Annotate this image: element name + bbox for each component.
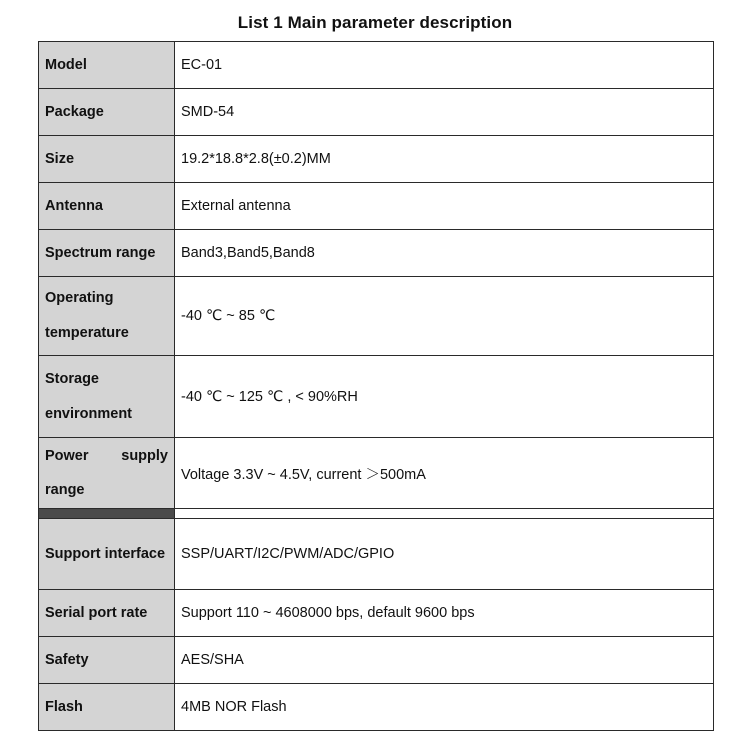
- parameter-table: [38, 41, 714, 731]
- separator-cell: [175, 509, 714, 519]
- table-row-serial-port-rate: [39, 590, 714, 637]
- row-label: Package: [39, 89, 175, 136]
- row-label: Model: [39, 42, 175, 89]
- row-label: Storage environment: [39, 356, 175, 438]
- row-value: Voltage 3.3V ~ 4.5V, current ＞500mA: [175, 438, 714, 509]
- table-row-power-supply-range: [39, 438, 714, 509]
- row-value: 4MB NOR Flash: [175, 684, 714, 731]
- table-row-model: [39, 42, 714, 89]
- row-value: -40 ℃ ~ 125 ℃ , < 90%RH: [175, 356, 714, 438]
- row-label: Safety: [39, 637, 175, 684]
- row-label: Flash: [39, 684, 175, 731]
- table-separator-row: [39, 509, 714, 519]
- row-label: Operating temperature: [39, 277, 175, 356]
- row-label: Support interface: [39, 519, 175, 590]
- row-value: -40 ℃ ~ 85 ℃: [175, 277, 714, 356]
- table-row-size: [39, 136, 714, 183]
- table-row-package: [39, 89, 714, 136]
- table-row-flash: [39, 684, 714, 731]
- row-label: Antenna: [39, 183, 175, 230]
- table-row-safety: [39, 637, 714, 684]
- table-row-support-interface: [39, 519, 714, 590]
- table-row-operating-temperature: [39, 277, 714, 356]
- row-label: Serial port rate: [39, 590, 175, 637]
- row-value: AES/SHA: [175, 637, 714, 684]
- row-value: 19.2*18.8*2.8(±0.2)MM: [175, 136, 714, 183]
- row-value: SSP/UART/I2C/PWM/ADC/GPIO: [175, 519, 714, 590]
- row-value: Band3,Band5,Band8: [175, 230, 714, 277]
- row-value: Support 110 ~ 4608000 bps, default 9600 bps: [175, 590, 714, 637]
- row-value: SMD-54: [175, 89, 714, 136]
- row-label: Size: [39, 136, 175, 183]
- table-row-storage-environment: [39, 356, 714, 438]
- row-label: Power supply range: [39, 438, 175, 509]
- table-row-antenna: [39, 183, 714, 230]
- table-row-spectrum-range: [39, 230, 714, 277]
- row-label: Spectrum range: [39, 230, 175, 277]
- row-value: EC-01: [175, 42, 714, 89]
- separator-cell: [39, 509, 175, 519]
- table-title: List 1 Main parameter description: [237, 13, 513, 32]
- row-value: External antenna: [175, 183, 714, 230]
